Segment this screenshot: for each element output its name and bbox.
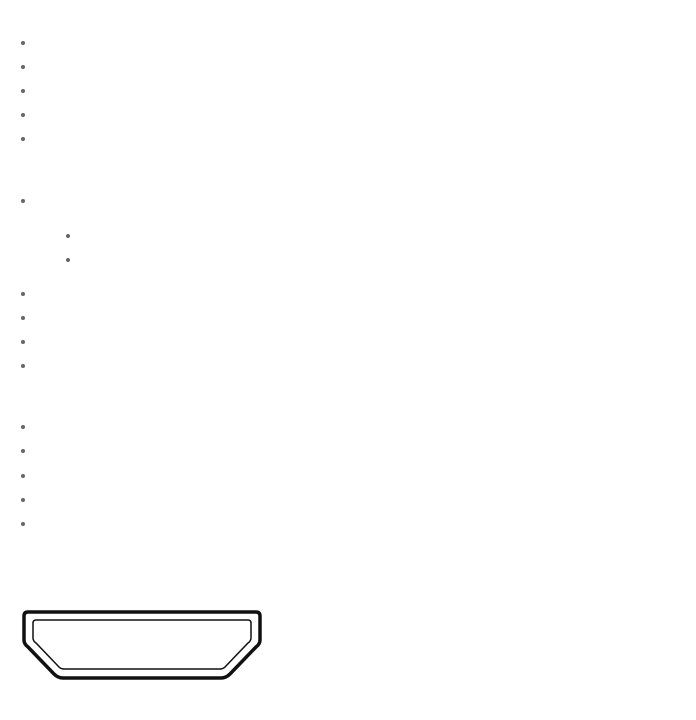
bullet-icon xyxy=(66,258,70,262)
bullet-icon xyxy=(21,89,25,93)
bullet-icon xyxy=(21,449,25,453)
bullet-icon xyxy=(21,316,25,320)
bullet-icon xyxy=(21,474,25,478)
bullet-icon xyxy=(21,199,25,203)
bullet-icon xyxy=(66,234,70,238)
bullet-icon xyxy=(21,340,25,344)
bullet-icon xyxy=(21,498,25,502)
hdmi-connector-diagram xyxy=(18,604,266,684)
bullet-icon xyxy=(21,137,25,141)
bullet-icon xyxy=(21,65,25,69)
bullet-icon xyxy=(21,522,25,526)
bullet-icon xyxy=(21,425,25,429)
bullet-icon xyxy=(21,292,25,296)
bullet-icon xyxy=(21,41,25,45)
bullet-icon xyxy=(21,364,25,368)
bullet-icon xyxy=(21,113,25,117)
